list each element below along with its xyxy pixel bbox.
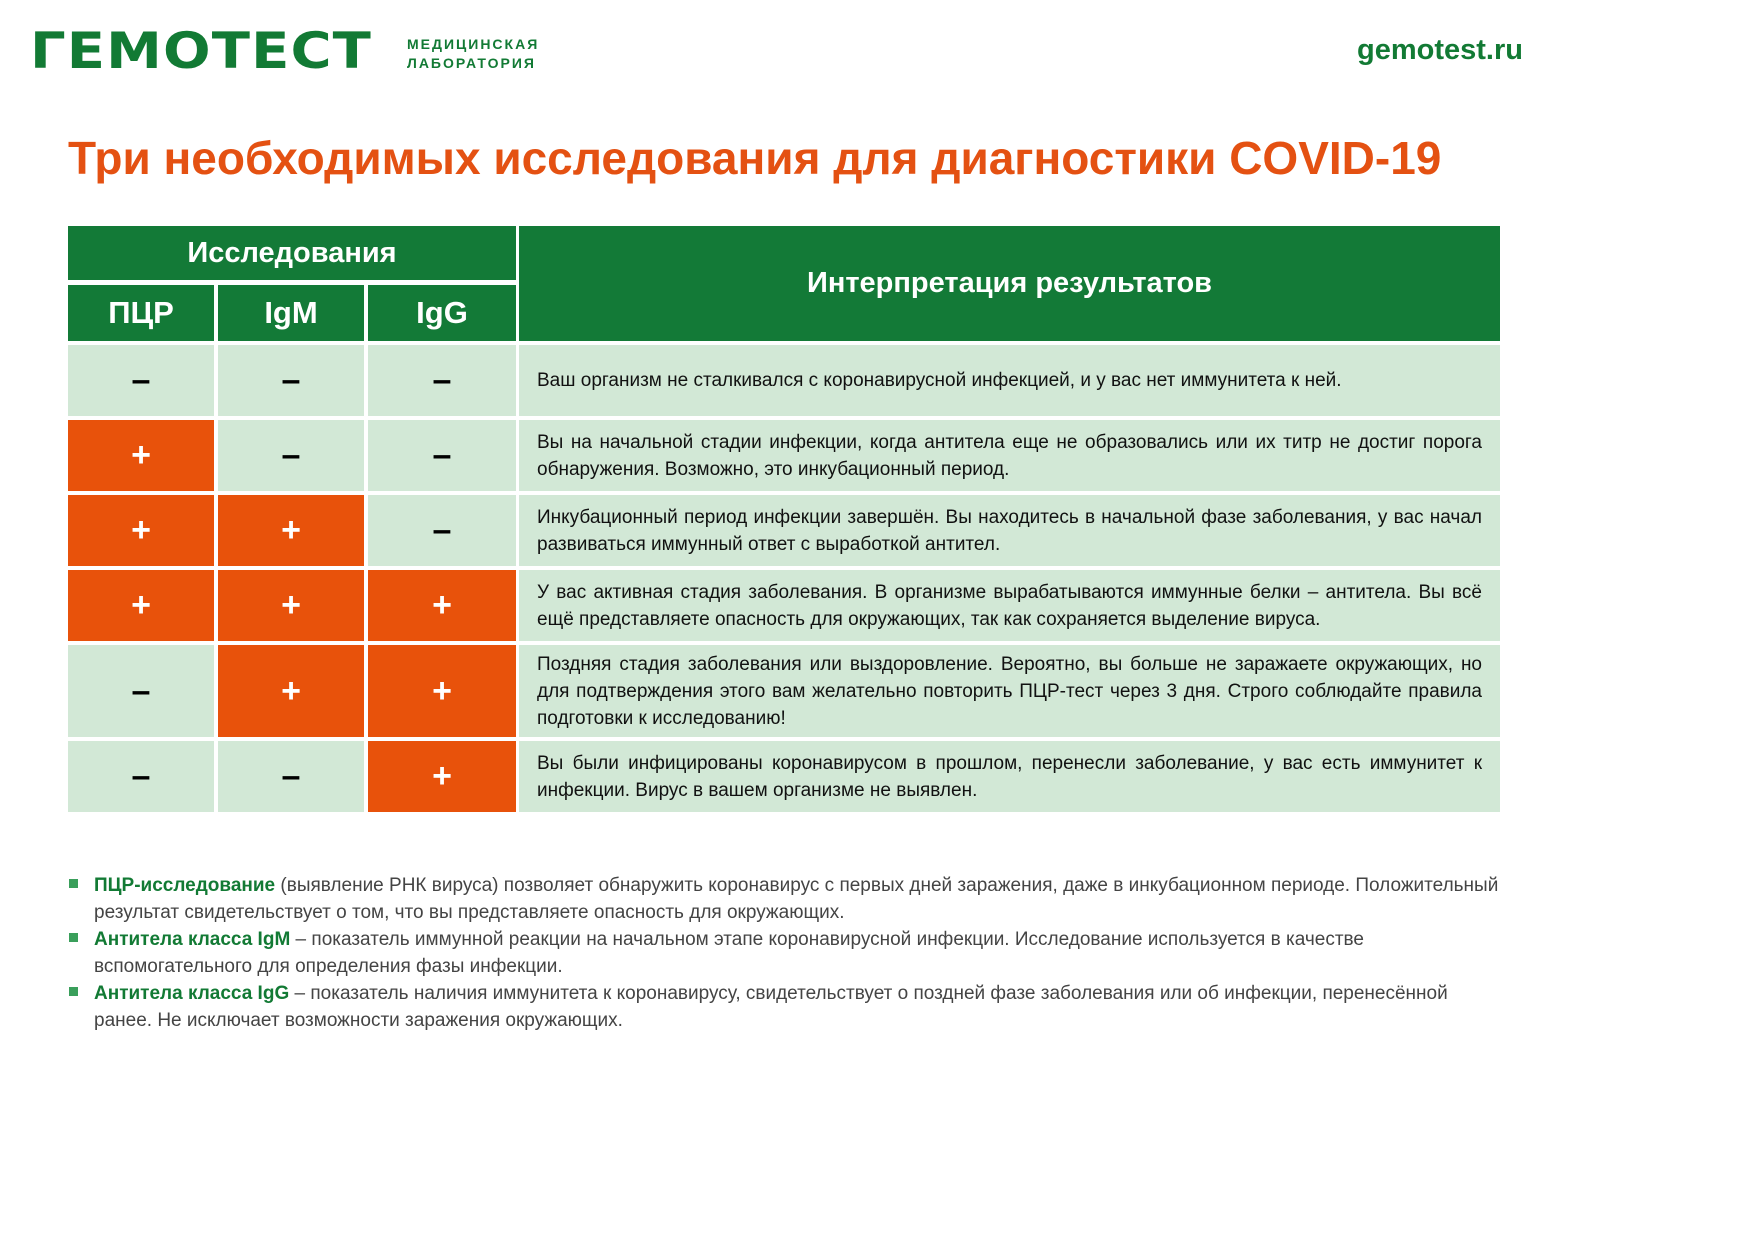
- result-sign: +: [432, 586, 452, 624]
- interpretation-cell: [519, 570, 1500, 641]
- igm-result-cell: [218, 570, 364, 641]
- pcr-result-cell: [68, 420, 214, 491]
- interpretation-cell: [519, 741, 1500, 812]
- footnote-text: – показатель наличия иммунитета к коронавирусу, свидетельствует о поздней фазе заболевания или об инфекции, перенесённой ранее. Не исключает возможности заражения окружающих.: [94, 983, 1448, 1031]
- igg-result-cell: [368, 495, 516, 566]
- result-sign: +: [131, 436, 151, 474]
- interpretation-text: Инкубационный период инфекции завершён. Вы находитесь в начальной фазе заболевания, у вас начал развиваться иммунный ответ с выработкой антител.: [537, 506, 1482, 555]
- bullet-marker: [69, 879, 78, 888]
- footnote-igm: [68, 926, 1508, 980]
- interpretation-text: Вы были инфицированы коронавирусом в прошлом, перенесли заболевание, у вас есть иммунитет к инфекции. Вирус в вашем организме не выявлен.: [537, 752, 1482, 801]
- result-sign: –: [131, 361, 151, 399]
- igg-result-cell: [368, 345, 516, 416]
- igm-result-cell: [218, 345, 364, 416]
- interpretation-cell: [519, 645, 1500, 737]
- studies-group-header: Исследования: [68, 226, 516, 280]
- footnote-term: Антитела класса IgG: [94, 983, 290, 1004]
- result-sign: +: [131, 586, 151, 624]
- brand-name: ГЕМОТЕСТ: [30, 22, 372, 80]
- result-sign: –: [281, 361, 301, 399]
- igg-result-cell: [368, 645, 516, 737]
- result-sign: +: [281, 586, 301, 624]
- brand-logo[interactable]: [30, 22, 380, 80]
- page-header: [0, 0, 1555, 110]
- igg-result-cell: [368, 570, 516, 641]
- footnote-pcr: [68, 872, 1508, 926]
- interpretation-header: Интерпретация результатов: [519, 226, 1500, 341]
- result-sign: –: [131, 757, 151, 795]
- pcr-result-cell: [68, 345, 214, 416]
- result-sign: +: [281, 671, 301, 710]
- interpretation-text: У вас активная стадия заболевания. В организме вырабатываются иммунные белки – антитела. Вы всё ещё представляете опасность для окружающих, так как сохраняется выделение вируса.: [537, 581, 1482, 630]
- igg-result-cell: [368, 741, 516, 812]
- result-sign: +: [131, 511, 151, 549]
- result-sign: –: [281, 757, 301, 795]
- result-sign: –: [432, 436, 452, 474]
- footnote-text: (выявление РНК вируса) позволяет обнаружить коронавирус с первых дней заражения, даже в инкубационном периоде. Положительный результат свидетельствует о том, что вы представляете опасность для окружающих.: [94, 875, 1499, 923]
- column-header-igm: IgM: [218, 285, 364, 341]
- result-sign: –: [131, 671, 151, 710]
- interpretation-cell: [519, 495, 1500, 566]
- result-sign: +: [432, 757, 452, 795]
- bullet-marker: [69, 987, 78, 996]
- igm-result-cell: [218, 741, 364, 812]
- footnotes-list: [68, 872, 1508, 1034]
- igm-result-cell: [218, 420, 364, 491]
- interpretation-text: Поздняя стадия заболевания или выздоровление. Вероятно, вы больше не заражаете окружающих, но для подтверждения этого вам желательно повторить ПЦР-тест через 3 дня. Строго соблюдайте правила подготовки к исследованию!: [537, 653, 1482, 729]
- interpretation-text: Ваш организм не сталкивался с коронавирусной инфекцией, и у вас нет иммунитета к ней.: [537, 370, 1342, 391]
- brand-subtitle-line1: МЕДИЦИНСКАЯ: [407, 36, 540, 52]
- footnote-text: – показатель иммунной реакции на начальном этапе коронавирусной инфекции. Исследование используется в качестве вспомогательного для определения фазы инфекции.: [94, 929, 1364, 977]
- pcr-result-cell: [68, 495, 214, 566]
- footnote-term: Антитела класса IgM: [94, 929, 291, 950]
- footnote-igg: [68, 980, 1508, 1034]
- result-sign: +: [281, 511, 301, 549]
- igg-result-cell: [368, 420, 516, 491]
- igm-result-cell: [218, 495, 364, 566]
- pcr-result-cell: [68, 570, 214, 641]
- footnote-term: ПЦР-исследование: [94, 875, 276, 896]
- page-title: Три необходимых исследования для диагностики COVID-19: [68, 132, 1442, 184]
- brand-subtitle: [407, 35, 539, 73]
- results-table: [66, 224, 1502, 814]
- result-sign: +: [432, 671, 452, 710]
- brand-subtitle-line2: ЛАБОРАТОРИЯ: [407, 55, 536, 71]
- result-sign: –: [432, 361, 452, 399]
- igm-result-cell: [218, 645, 364, 737]
- bullet-marker: [69, 933, 78, 942]
- site-url-link[interactable]: gemotest.ru: [1357, 34, 1523, 66]
- column-header-pcr: ПЦР: [68, 285, 214, 341]
- interpretation-text: Вы на начальной стадии инфекции, когда антитела еще не образовались или их титр не достиг порога обнаружения. Возможно, это инкубационный период.: [537, 431, 1482, 480]
- interpretation-cell: [519, 345, 1500, 416]
- result-sign: –: [432, 511, 452, 549]
- interpretation-cell: [519, 420, 1500, 491]
- pcr-result-cell: [68, 741, 214, 812]
- column-header-igg: IgG: [368, 285, 516, 341]
- pcr-result-cell: [68, 645, 214, 737]
- result-sign: –: [281, 436, 301, 474]
